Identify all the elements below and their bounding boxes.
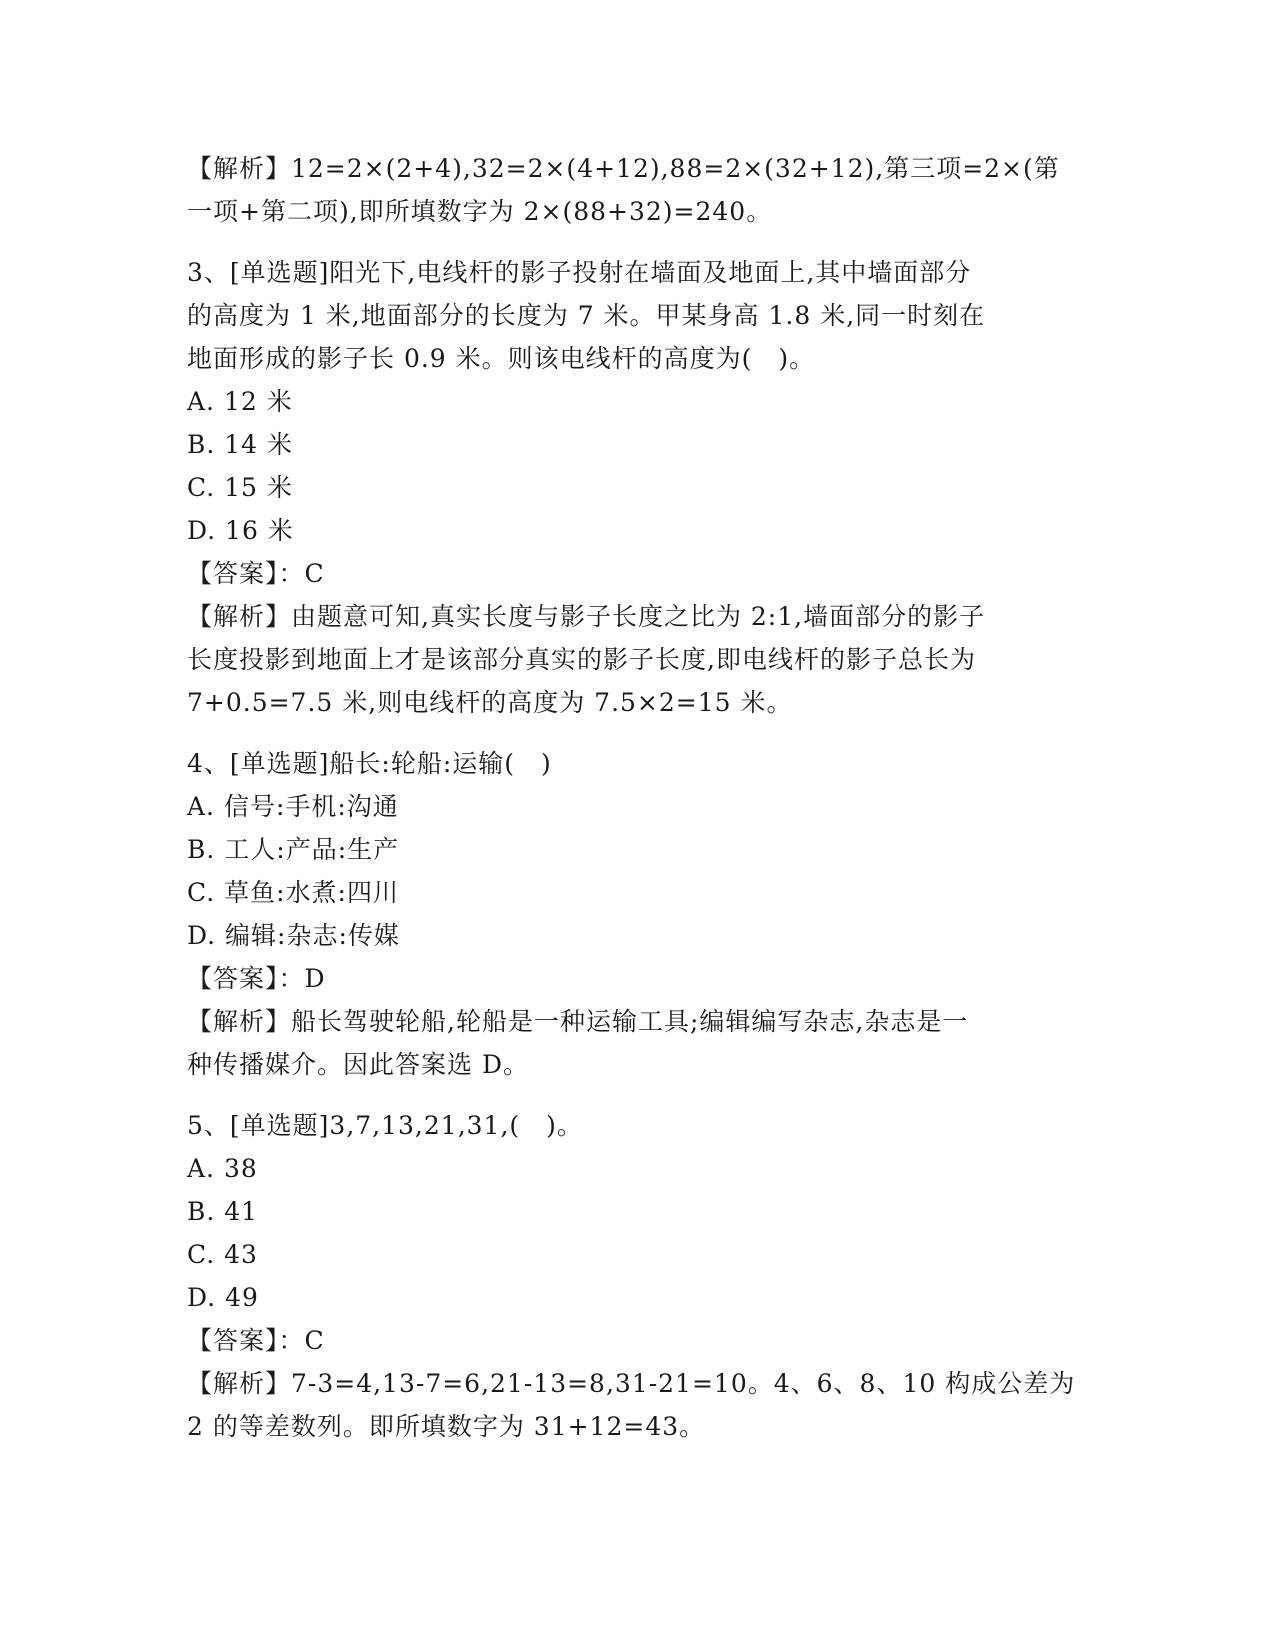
option-b: B. 41 (187, 1197, 259, 1226)
analysis-line: 一项+第二项),即所填数字为 2×(88+32)=240。 (187, 197, 773, 226)
question-stem: 5、[单选题]3,7,13,21,31,( )。 (187, 1111, 583, 1140)
question-3 (187, 251, 1087, 724)
option-d: D. 编辑:杂志:传媒 (187, 921, 400, 950)
question-stem: 3、[单选题]阳光下,电线杆的影子投射在墙面及地面上,其中墙面部分 (187, 258, 972, 287)
option-b: B. 14 米 (187, 430, 294, 459)
document-content (187, 147, 1087, 1448)
analysis-line: 【解析】船长驾驶轮船,轮船是一种运输工具;编辑编写杂志,杂志是一 (187, 1007, 969, 1036)
analysis-line: 种传播媒介。因此答案选 D。 (187, 1050, 529, 1079)
answer-line: 【答案】：D (187, 964, 326, 993)
option-c: C. 草鱼:水煮:四川 (187, 878, 399, 907)
option-d: D. 49 (187, 1283, 259, 1312)
question-5 (187, 1104, 1087, 1448)
option-c: C. 43 (187, 1240, 258, 1269)
option-b: B. 工人:产品:生产 (187, 835, 400, 864)
question-stem: 4、[单选题]船长:轮船:运输( ) (187, 749, 552, 778)
question-4 (187, 742, 1087, 1086)
analysis-line: 7+0.5=7.5 米,则电线杆的高度为 7.5×2=15 米。 (187, 688, 793, 717)
option-a: A. 信号:手机:沟通 (187, 792, 399, 821)
option-c: C. 15 米 (187, 473, 293, 502)
option-d: D. 16 米 (187, 516, 294, 545)
analysis-block (187, 147, 1087, 233)
question-stem: 地面形成的影子长 0.9 米。则该电线杆的高度为( )。 (187, 344, 816, 373)
analysis-line: 2 的等差数列。即所填数字为 31+12=43。 (187, 1412, 706, 1441)
analysis-line: 长度投影到地面上才是该部分真实的影子长度,即电线杆的影子总长为 (187, 645, 976, 674)
answer-line: 【答案】：C (187, 1326, 325, 1355)
analysis-line: 【解析】由题意可知,真实长度与影子长度之比为 2:1,墙面部分的影子 (187, 602, 986, 631)
analysis-line: 【解析】7-3=4,13-7=6,21-13=8,31-21=10。4、6、8、10 构成公差为 (187, 1369, 1076, 1398)
analysis-line: 【解析】12=2×(2+4),32=2×(4+12),88=2×(32+12),第三项=2×(第 (187, 154, 1060, 183)
answer-line: 【答案】：C (187, 559, 325, 588)
question-stem: 的高度为 1 米,地面部分的长度为 7 米。甲某身高 1.8 米,同一时刻在 (187, 301, 986, 330)
option-a: A. 12 米 (187, 387, 293, 416)
option-a: A. 38 (187, 1154, 258, 1183)
